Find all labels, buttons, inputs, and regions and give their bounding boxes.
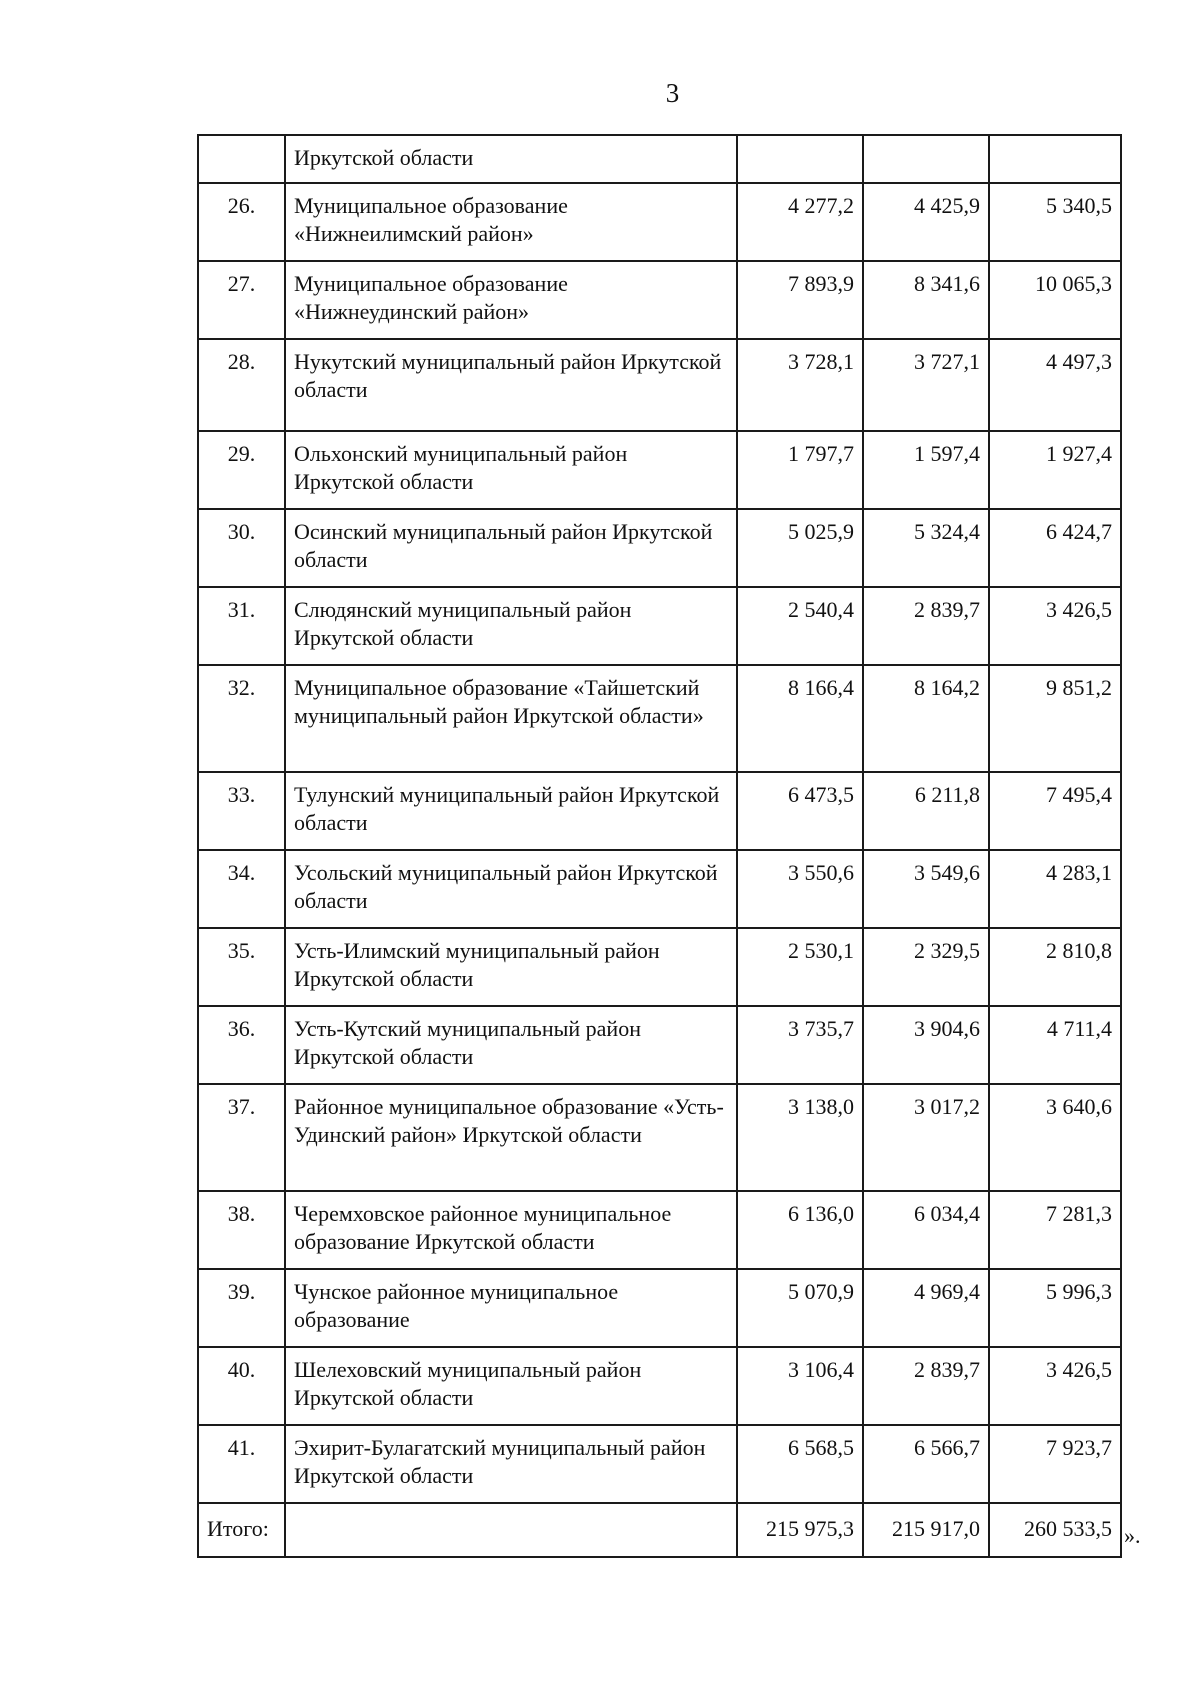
table-row [198,1425,1121,1503]
municipality-name: Нукутский муниципальный район Иркутской области [285,339,737,431]
value-year-2: 8 341,6 [863,261,989,339]
value-year-2: 2 329,5 [863,928,989,1006]
row-number: 38. [198,1191,285,1269]
total-name [285,1503,737,1557]
table-row-continuation [198,135,1121,183]
value-year-2: 4 425,9 [863,183,989,261]
municipality-name: Усольский муниципальный район Иркутской области [285,850,737,928]
municipality-name: Муниципальное образование «Тайшетский муниципальный район Иркутской области» [285,665,737,772]
value-year-1: 1 797,7 [737,431,863,509]
value-year-3: 4 497,3 [989,339,1121,431]
closing-quote-mark: ». [1124,1523,1141,1548]
value-year-1: 4 277,2 [737,183,863,261]
municipality-name: Слюдянский муниципальный район Иркутской области [285,587,737,665]
value-year-3: 1 927,4 [989,431,1121,509]
table-row [198,183,1121,261]
table-row-total [198,1503,1121,1557]
value-year-3: 2 810,8 [989,928,1121,1006]
value-year-2: 6 211,8 [863,772,989,850]
value-year-3: 3 426,5 [989,587,1121,665]
value-year-1: 8 166,4 [737,665,863,772]
table-row [198,1084,1121,1191]
value-year-1: 6 136,0 [737,1191,863,1269]
value-year-3: 9 851,2 [989,665,1121,772]
table-row [198,772,1121,850]
municipality-name: Усть-Илимский муниципальный район Иркутской области [285,928,737,1006]
value-year-3: 6 424,7 [989,509,1121,587]
value-year-3: 3 640,6 [989,1084,1121,1191]
row-number [198,135,285,183]
row-number: 28. [198,339,285,431]
value-year-3: 5 340,5 [989,183,1121,261]
value-year-3: 5 996,3 [989,1269,1121,1347]
municipality-name: Районное муниципальное образование «Усть-Удинский район» Иркутской области [285,1084,737,1191]
row-number: 40. [198,1347,285,1425]
municipality-name: Муниципальное образование «Нижнеудинский район» [285,261,737,339]
value-year-3: 7 281,3 [989,1191,1121,1269]
row-number: 29. [198,431,285,509]
value-year-1 [737,135,863,183]
value-year-2: 8 164,2 [863,665,989,772]
value-year-1: 2 530,1 [737,928,863,1006]
total-label: Итого: [198,1503,285,1557]
row-number: 30. [198,509,285,587]
value-year-3: 3 426,5 [989,1347,1121,1425]
value-year-2 [863,135,989,183]
municipality-name: Шелеховский муниципальный район Иркутской области [285,1347,737,1425]
row-number: 41. [198,1425,285,1503]
row-number: 36. [198,1006,285,1084]
value-year-2: 6 566,7 [863,1425,989,1503]
value-year-2: 2 839,7 [863,1347,989,1425]
value-year-1: 3 106,4 [737,1347,863,1425]
municipality-name: Тулунский муниципальный район Иркутской области [285,772,737,850]
value-year-1: 5 025,9 [737,509,863,587]
total-year-3: 260 533,5 [989,1503,1121,1557]
table-row [198,850,1121,928]
table-row [198,1269,1121,1347]
table-row [198,509,1121,587]
municipality-name: Черемховское районное муниципальное образование Иркутской области [285,1191,737,1269]
municipality-name: Чунское районное муниципальное образование [285,1269,737,1347]
table-row [198,431,1121,509]
value-year-1: 3 728,1 [737,339,863,431]
municipality-name: Ольхонский муниципальный район Иркутской области [285,431,737,509]
row-number: 32. [198,665,285,772]
page-number: 3 [665,78,680,108]
total-year-2: 215 917,0 [863,1503,989,1557]
row-number: 34. [198,850,285,928]
row-number: 31. [198,587,285,665]
value-year-3: 7 923,7 [989,1425,1121,1503]
table-row [198,339,1121,431]
value-year-1: 3 550,6 [737,850,863,928]
table-row [198,1191,1121,1269]
value-year-3 [989,135,1121,183]
row-number: 35. [198,928,285,1006]
table-row [198,665,1121,772]
value-year-3: 4 283,1 [989,850,1121,928]
row-number: 37. [198,1084,285,1191]
municipality-name: Эхирит-Булагатский муниципальный район Иркутской области [285,1425,737,1503]
row-number: 39. [198,1269,285,1347]
table-row [198,261,1121,339]
value-year-1: 2 540,4 [737,587,863,665]
value-year-3: 7 495,4 [989,772,1121,850]
value-year-1: 3 138,0 [737,1084,863,1191]
value-year-1: 5 070,9 [737,1269,863,1347]
value-year-2: 3 904,6 [863,1006,989,1084]
total-year-1: 215 975,3 [737,1503,863,1557]
municipality-name: Усть-Кутский муниципальный район Иркутской области [285,1006,737,1084]
table-row [198,1347,1121,1425]
value-year-1: 6 473,5 [737,772,863,850]
value-year-2: 6 034,4 [863,1191,989,1269]
value-year-3: 10 065,3 [989,261,1121,339]
value-year-3: 4 711,4 [989,1006,1121,1084]
value-year-2: 5 324,4 [863,509,989,587]
subsidy-table [197,134,1122,1558]
table-row [198,587,1121,665]
municipality-name: Иркутской области [285,135,737,183]
value-year-2: 4 969,4 [863,1269,989,1347]
value-year-1: 6 568,5 [737,1425,863,1503]
municipality-name: Осинский муниципальный район Иркутской области [285,509,737,587]
row-number: 26. [198,183,285,261]
value-year-2: 3 549,6 [863,850,989,928]
municipality-name: Муниципальное образование «Нижнеилимский район» [285,183,737,261]
table-row [198,1006,1121,1084]
value-year-2: 3 727,1 [863,339,989,431]
row-number: 27. [198,261,285,339]
value-year-2: 2 839,7 [863,587,989,665]
value-year-2: 1 597,4 [863,431,989,509]
value-year-1: 3 735,7 [737,1006,863,1084]
value-year-1: 7 893,9 [737,261,863,339]
value-year-2: 3 017,2 [863,1084,989,1191]
table-row [198,928,1121,1006]
row-number: 33. [198,772,285,850]
